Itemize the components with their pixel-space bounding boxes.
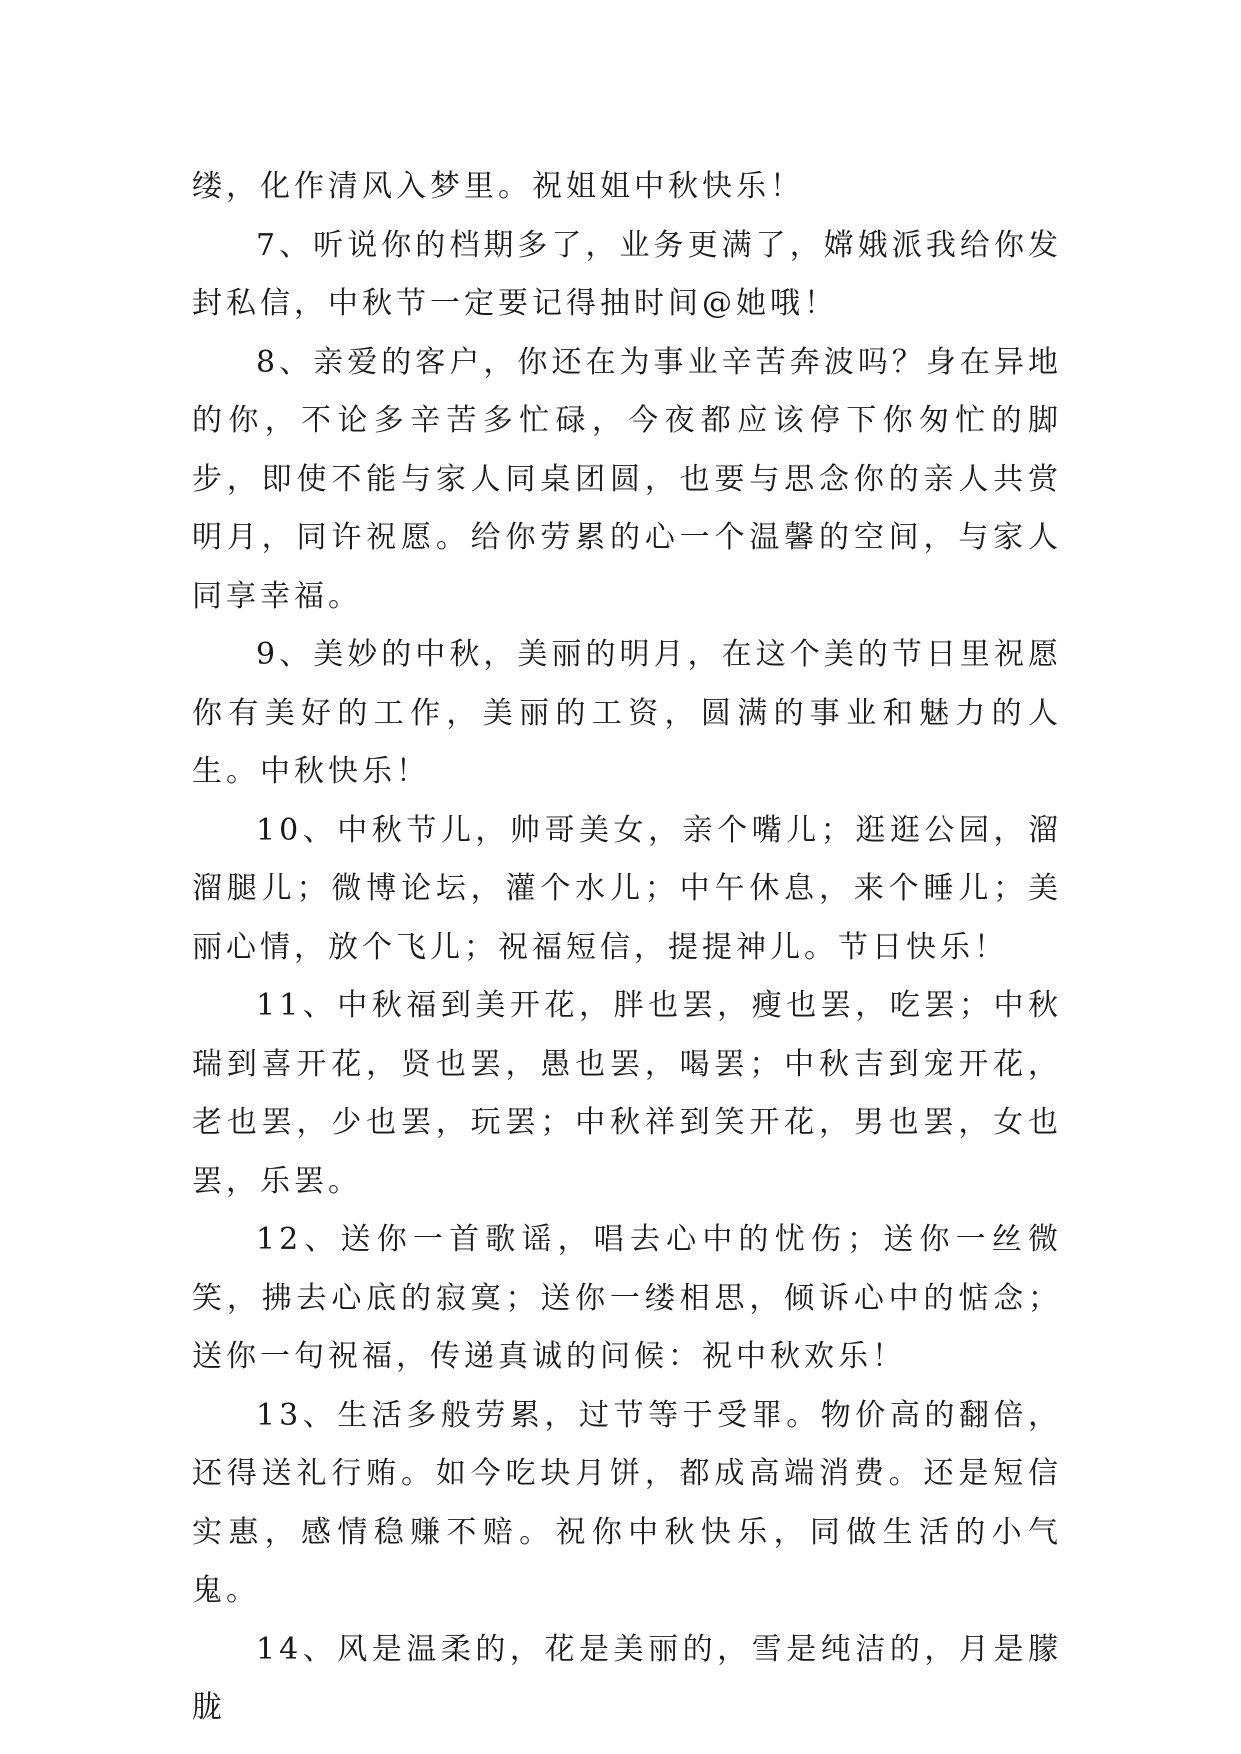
paragraph-item-8: 8、亲爱的客户，你还在为事业辛苦奔波吗？身在异地的你，不论多辛苦多忙碌，今夜都应该停下你匆忙的脚步，即使不能与家人同桌团圆，也要与思念你的亲人共赏明月，同许祝愿。给你劳累的心一个温馨的空间，与家人同享幸福。 [192,344,1062,614]
paragraph-item-10: 10、中秋节儿，帅哥美女，亲个嘴儿；逛逛公园，溜溜腿儿；微博论坛，灌个水儿；中午休息，来个睡儿；美丽心情，放个飞儿；祝福短信，提提神儿。节日快乐！ [192,812,1062,965]
paragraph-item-9: 9、美妙的中秋，美丽的明月，在这个美的节日里祝愿你有美好的工作，美丽的工资，圆满的事业和魅力的人生。中秋快乐！ [192,637,1062,789]
paragraph-item-7: 7、听说你的档期多了，业务更满了，嫦娥派我给你发封私信，中秋节一定要记得抽时间@她哦！ [192,227,1062,321]
paragraph-item-12: 12、送你一首歌谣，唱去心中的忧伤；送你一丝微笑，拂去心底的寂寞；送你一缕相思，倾诉心中的惦念；送你一句祝福，传递真诚的问候：祝中秋欢乐！ [192,1222,1062,1374]
paragraph-item-11: 11、中秋福到美开花，胖也罢，瘦也罢，吃罢；中秋瑞到喜开花，贤也罢，愚也罢，喝罢；中秋吉到宠开花，老也罢，少也罢，玩罢；中秋祥到笑开花，男也罢，女也罢，乐罢。 [192,988,1062,1199]
paragraph-continuation: 缕，化作清风入梦里。祝姐姐中秋快乐！ [192,169,804,204]
paragraph-item-14: 14、风是温柔的，花是美丽的，雪是纯洁的，月是朦胧 [192,1631,1062,1725]
document-body [192,158,1062,1738]
paragraph-item-13: 13、生活多般劳累，过节等于受罪。物价高的翻倍，还得送礼行贿。如今吃块月饼，都成高端消费。还是短信实惠，感情稳赚不赔。祝你中秋快乐，同做生活的小气鬼。 [192,1397,1062,1608]
